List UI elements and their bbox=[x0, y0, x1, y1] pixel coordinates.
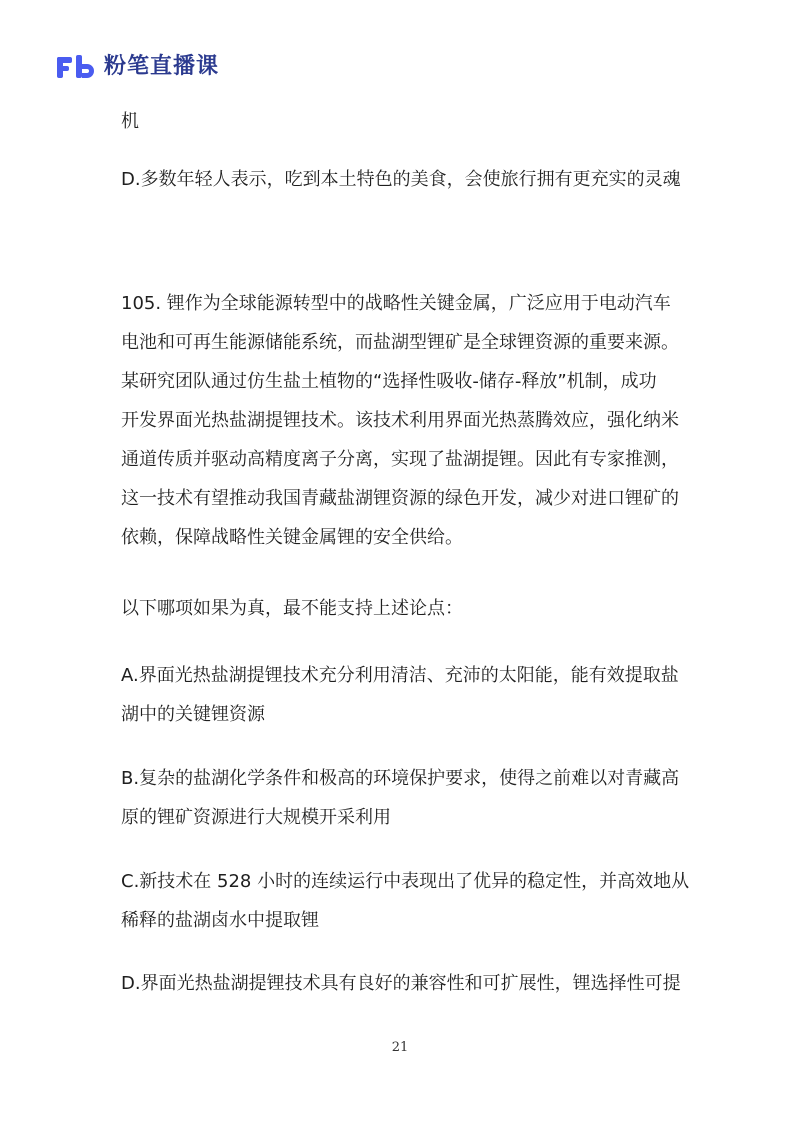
option-a-cont: 湖中的关键锂资源 bbox=[121, 704, 265, 725]
fb-logo-icon bbox=[56, 54, 96, 80]
option-c: C.新技术在 528 小时的连续运行中表现出了优异的稳定性，并高效地从 bbox=[121, 871, 690, 892]
question-prompt: 以下哪项如果为真，最不能支持上述论点： bbox=[121, 598, 463, 619]
option-a: A.界面光热盐湖提锂技术充分利用清洁、充沛的太阳能，能有效提取盐 bbox=[121, 665, 679, 686]
question-line: 某研究团队通过仿生盐土植物的“选择性吸收-储存-释放”机制，成功 bbox=[121, 371, 657, 392]
question-line: 通道传质并驱动高精度离子分离，实现了盐湖提锂。因此有专家推测， bbox=[121, 449, 679, 470]
question-line: 这一技术有望推动我国青藏盐湖锂资源的绿色开发，减少对进口锂矿的 bbox=[121, 488, 679, 509]
option-d: D.界面光热盐湖提锂技术具有良好的兼容性和可扩展性，锂选择性可提 bbox=[121, 973, 681, 994]
question-line: 105. 锂作为全球能源转型中的战略性关键金属，广泛应用于电动汽车 bbox=[121, 293, 671, 314]
brand-logo bbox=[56, 52, 219, 82]
page-number: 21 bbox=[391, 1040, 409, 1055]
question-line: 电池和可再生能源储能系统，而盐湖型锂矿是全球锂资源的重要来源。 bbox=[121, 332, 679, 353]
prev-option-tail: 机 bbox=[121, 111, 139, 132]
option-b: B.复杂的盐湖化学条件和极高的环境保护要求，使得之前难以对青藏高 bbox=[121, 768, 680, 789]
question-line: 依赖，保障战略性关键金属锂的安全供给。 bbox=[121, 527, 463, 548]
prev-option-d: D.多数年轻人表示，吃到本土特色的美食，会使旅行拥有更充实的灵魂 bbox=[121, 169, 681, 190]
logo-text: 粉笔直播课 bbox=[104, 54, 220, 79]
option-c-cont: 稀释的盐湖卤水中提取锂 bbox=[121, 910, 319, 931]
question-line: 开发界面光热盐湖提锂技术。该技术利用界面光热蒸腾效应，强化纳米 bbox=[121, 410, 679, 431]
option-b-cont: 原的锂矿资源进行大规模开采利用 bbox=[121, 807, 391, 828]
